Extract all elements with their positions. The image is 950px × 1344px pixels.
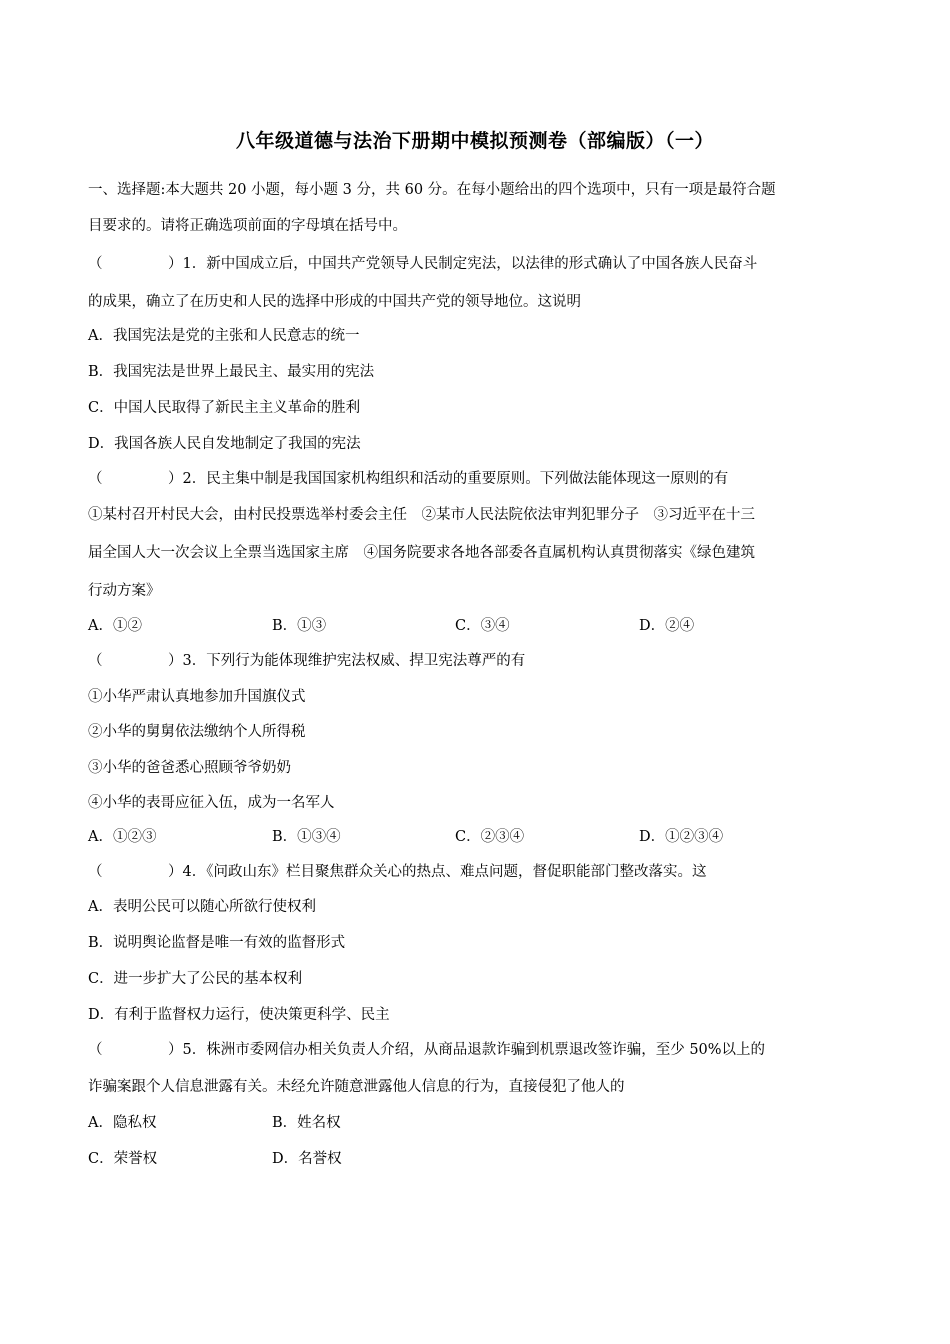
question-2-items-line-1: ①某村召开村民大会，由村民投票选举村委会主任 ②某市人民法院依法审判犯罪分子 ③习近平在十三: [88, 507, 755, 523]
question-3-item-4: ④小华的表哥应征入伍，成为一名军人: [88, 795, 335, 811]
answer-paren-open: （: [88, 653, 103, 669]
question-1-stem: [88, 254, 757, 274]
answer-paren-open: （: [88, 256, 103, 272]
question-5-option-a: A．隐私权: [88, 1115, 157, 1131]
answer-paren-close: ）: [168, 1042, 183, 1058]
answer-paren-open: （: [88, 471, 103, 487]
question-2-option-b: B．①③: [272, 618, 327, 634]
question-3-option-a: A．①②③: [88, 829, 157, 845]
instructions-line-1: 一、选择题:本大题共 20 小题，每小题 3 分，共 60 分。在每小题给出的四个选项中，只有一项是最符合题: [88, 182, 776, 198]
answer-paren-close: ）: [168, 256, 183, 272]
question-1-option-c: C．中国人民取得了新民主主义革命的胜利: [88, 400, 361, 416]
question-3-item-2: ②小华的舅舅依法缴纳个人所得税: [88, 724, 306, 740]
question-5-stem: [88, 1040, 765, 1060]
question-1-option-a: A．我国宪法是党的主张和人民意志的统一: [88, 328, 360, 344]
question-stem-text: 3．下列行为能体现维护宪法权威、捍卫宪法尊严的有: [182, 653, 526, 669]
question-2-items-line-2: 届全国人大一次会议上全票当选国家主席 ④国务院要求各地各部委各直属机构认真贯彻落实《绿色建筑: [88, 545, 755, 561]
question-5-option-d: D．名誉权: [272, 1151, 342, 1167]
question-5-option-b: B．姓名权: [272, 1115, 341, 1131]
question-stem-text: 4．《问政山东》栏目聚焦群众关心的热点、难点问题，督促职能部门整改落实。这: [182, 864, 707, 880]
answer-paren-close: ）: [168, 864, 183, 880]
question-1-stem-cont: 的成果，确立了在历史和人民的选择中形成的中国共产党的领导地位。这说明: [88, 294, 581, 310]
question-2-stem: [88, 469, 728, 489]
question-3-option-d: D．①②③④: [639, 829, 724, 845]
answer-paren-close: ）: [168, 471, 183, 487]
instructions-line-2: 目要求的。请将正确选项前面的字母填在括号中。: [88, 218, 407, 234]
question-stem-text: 5．株洲市委网信办相关负责人介绍，从商品退款诈骗到机票退改签诈骗，至少 50%以上的: [182, 1042, 766, 1058]
question-5-stem-cont: 诈骗案跟个人信息泄露有关。未经允许随意泄露他人信息的行为，直接侵犯了他人的: [88, 1079, 625, 1095]
question-4-option-c: C．进一步扩大了公民的基本权利: [88, 971, 303, 987]
question-4-stem: [88, 862, 706, 882]
answer-paren-close: ）: [168, 653, 183, 669]
question-2-option-a: A．①②: [88, 618, 142, 634]
question-5-option-c: C．荣誉权: [88, 1151, 158, 1167]
question-2-option-d: D．②④: [639, 618, 695, 634]
answer-paren-open: （: [88, 1042, 103, 1058]
question-3-item-1: ①小华严肃认真地参加升国旗仪式: [88, 689, 306, 705]
answer-paren-open: （: [88, 864, 103, 880]
question-1-option-d: D．我国各族人民自发地制定了我国的宪法: [88, 436, 361, 452]
question-4-option-b: B．说明舆论监督是唯一有效的监督形式: [88, 935, 346, 951]
question-3-option-c: C．②③④: [455, 829, 525, 845]
question-stem-text: 2．民主集中制是我国国家机构组织和活动的重要原则。下列做法能体现这一原则的有: [182, 471, 729, 487]
question-stem-text: 1．新中国成立后，中国共产党领导人民制定宪法，以法律的形式确认了中国各族人民奋斗: [182, 256, 758, 272]
question-2-items-line-3: 行动方案》: [88, 583, 161, 599]
question-4-option-a: A．表明公民可以随心所欲行使权利: [88, 899, 316, 915]
question-3-option-b: B．①③④: [272, 829, 341, 845]
question-1-option-b: B．我国宪法是世界上最民主、最实用的宪法: [88, 364, 375, 380]
question-2-option-c: C．③④: [455, 618, 510, 634]
question-3-item-3: ③小华的爸爸悉心照顾爷爷奶奶: [88, 760, 291, 776]
question-4-option-d: D．有利于监督权力运行，使决策更科学、民主: [88, 1007, 390, 1023]
question-3-stem: [88, 651, 525, 671]
page-title: 八年级道德与法治下册期中模拟预测卷（部编版）（一）: [235, 130, 714, 152]
